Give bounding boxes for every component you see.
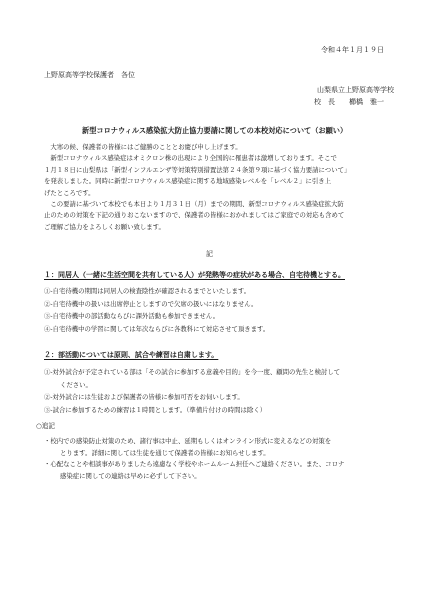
ki-marker: 記	[206, 250, 213, 258]
note-item: ・心配なことや相談事がありましたら遠慮なく学校やホームルーム担任へご連絡ください。また、コロナ	[44, 460, 345, 469]
document-date: 令和４年１月１９日	[321, 46, 384, 54]
list-item: ③-試合に参加するための練習は１時間とします。（準備片付けの時間は除く）	[44, 405, 267, 414]
list-item: ④-自宅待機中の学習に関しては年次ならびに各教科にて対応させて頂きます。	[44, 324, 270, 333]
section-1-list	[44, 285, 269, 335]
body-paragraph-line: ご理解ご協力をよろしくお願い致します。	[44, 222, 165, 231]
list-item: ③-自宅待機中の部活動ならびに課外活動も参加できません。	[44, 312, 220, 320]
body-paragraph-line: げたところです。	[44, 188, 95, 197]
body-paragraph-line: 止のための対策を下記の通りおこないますので、保護者の皆様におかれましてはご家庭での対応も含めて	[44, 211, 345, 220]
list-item: ①-自宅待機の期間は同居人の検査陰性が確認されるまでといたします。	[44, 287, 251, 295]
section-2-list	[44, 366, 390, 416]
body-paragraph-line: １月１８日に山梨県は「新型インフルエンザ等対策特別措置法第２４条第９項に基づく協力要請について」	[44, 165, 351, 174]
sender-organization: 山梨県立上野原高等学校	[317, 86, 394, 94]
note-item: ・校内での感染防止対策のため、諸行事は中止、延期もしくはオンライン形式に変えるなどの対策を	[44, 437, 332, 445]
note-item-continuation: 感染症に関しての連絡は早めに必ずして下さい。	[60, 471, 201, 480]
note-item-continuation: とります。詳細に関しては生徒を通じて保護者の皆様にお知らせします。	[60, 448, 270, 457]
section-2-heading: ２：部活動については原則、試合や練習は自粛します。	[44, 350, 219, 359]
list-item: ①-対外試合が予定されている部は「その試合に参加する意義や目的」を今一度、顧問の先生と検討して	[44, 368, 341, 376]
body-paragraph-line: を発表しました。同時に新型コロナウィルス感染症に関する地域感染レベルを「レベル２」に引き上	[44, 177, 331, 186]
notes-heading: ○追記	[36, 422, 55, 430]
document-title: 新型コロナウィルス感染拡大防止協力要請に関しての本校対応について（お願い）	[82, 126, 348, 135]
body-paragraph: この要請に基づいて本校でも本日より１月３１日（月）までの期間、新型コロナウィルス感染症拡大防	[50, 200, 344, 209]
section-1-heading: １：同居人（一緒に生活空間を共有している人）が発熱等の症状がある場合、自宅待機とする。	[44, 270, 345, 279]
addressee: 上野原高等学校保護者 各位	[44, 71, 135, 79]
body-paragraph: 大寒の候、保護者の皆様にはご健勝のこととお慶び申し上げます。	[50, 143, 242, 151]
sender-name: 校 長 櫛橋 雅一	[314, 98, 384, 106]
notes-list	[44, 436, 344, 482]
list-item: ②-自宅待機中の扱いは出席停止としますので欠席の扱いにはなりません。	[44, 299, 258, 308]
list-item: ②-対外試合には生徒および保護者の皆様に参加可否をお伺いします。	[44, 393, 244, 401]
body-text	[44, 142, 390, 233]
list-item-continuation: ください。	[60, 380, 92, 389]
body-paragraph: 新型コロナウィルス感染症はオミクロン株の出現により全国的に罹患者は激増しております。そこで	[50, 154, 337, 163]
